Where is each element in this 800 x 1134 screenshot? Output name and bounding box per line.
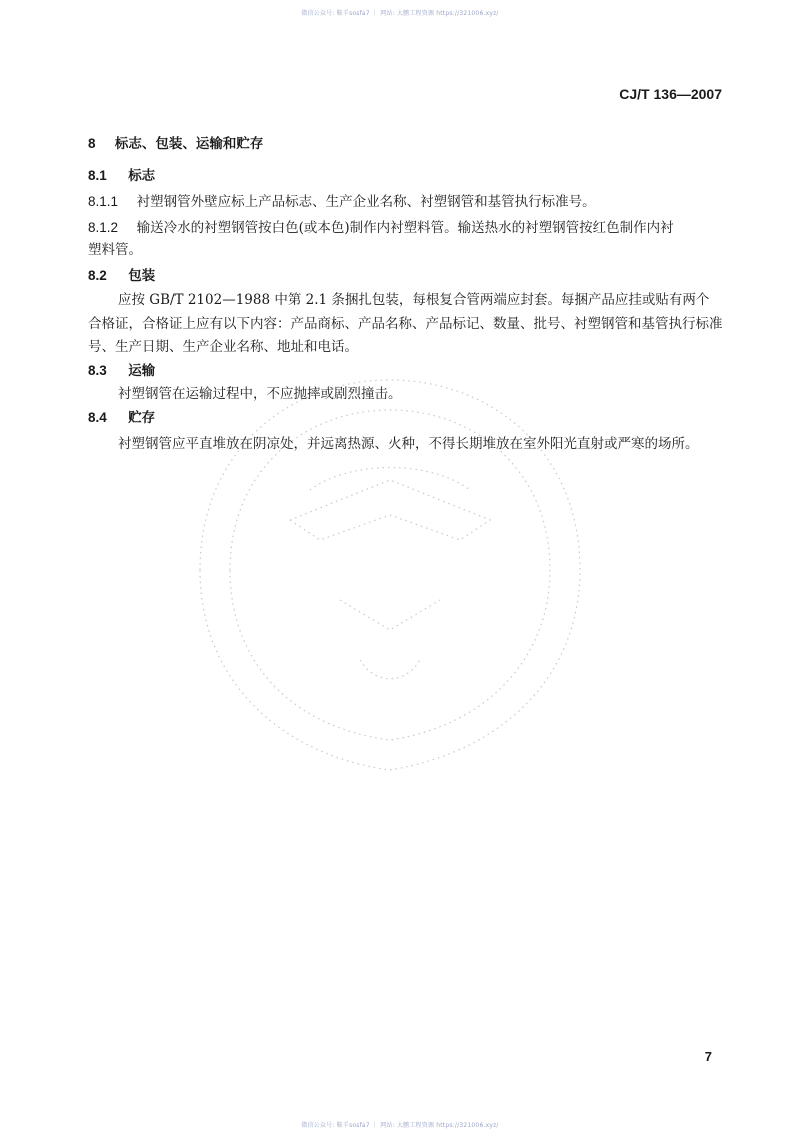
background-seal-watermark	[160, 340, 620, 820]
section-8-4-number: 8.4	[88, 410, 107, 425]
section-8-3-title: 运输	[128, 363, 156, 379]
section-8-2-heading	[88, 266, 155, 286]
clause-8-1-1-text: 衬塑钢管外壁应标上产品标志、生产企业名称、衬塑钢管和基管执行标准号。	[136, 194, 596, 210]
page-number: 7	[704, 1049, 712, 1064]
section-8-2-paragraph-line3: 号、生产日期、生产企业名称、地址和电话。	[88, 339, 358, 355]
bottom-watermark: 微信公众号: 鞍羊sosfa7 ｜ 网站: 大鹏工程资源 https://321006.xyz/	[301, 1122, 499, 1129]
section-8-number: 8	[88, 136, 96, 151]
section-8-heading	[88, 134, 263, 154]
standard-code: CJ/T 136—2007	[619, 86, 722, 102]
section-8-1-heading	[88, 166, 155, 186]
section-8-3-heading	[88, 361, 155, 381]
section-8-2-paragraph-line2: 合格证，合格证上应有以下内容：产品商标、产品名称、产品标记、数量、批号、衬塑钢管和基管执行标准	[88, 316, 723, 332]
section-8-3-paragraph: 衬塑钢管在运输过程中，不应抛摔或剧烈撞击。	[118, 386, 402, 402]
clause-8-1-2-number: 8.1.2	[88, 220, 119, 235]
section-8-4-title: 贮存	[128, 410, 156, 426]
clause-8-1-2	[88, 218, 674, 238]
section-8-2-number: 8.2	[88, 268, 107, 283]
section-8-4-paragraph: 衬塑钢管应平直堆放在阴凉处，并远离热源、火种，不得长期堆放在室外阳光直射或严寒的场所。	[118, 436, 699, 452]
section-8-2-paragraph-line1: 应按 GB/T 2102—1988 中第 2.1 条捆扎包装，每根复合管两端应封套。每捆产品应挂或贴有两个	[118, 292, 710, 308]
clause-8-1-2-text-line2: 塑料管。	[88, 242, 142, 258]
top-watermark: 微信公众号: 鞍羊sosfa7 ｜ 网站: 大鹏工程资源 https://321006.xyz/	[301, 10, 499, 17]
section-8-2-title: 包装	[128, 268, 156, 284]
section-8-4-heading	[88, 408, 155, 428]
clause-8-1-1-number: 8.1.1	[88, 194, 119, 209]
section-8-1-title: 标志	[128, 168, 156, 184]
clause-8-1-2-text-line1: 输送冷水的衬塑钢管按白色(或本色)制作内衬塑料管。输送热水的衬塑钢管按红色制作内衬	[136, 220, 674, 236]
section-8-title: 标志、包装、运输和贮存	[114, 136, 264, 152]
section-8-3-number: 8.3	[88, 363, 107, 378]
section-8-1-number: 8.1	[88, 168, 107, 183]
clause-8-1-1	[88, 192, 596, 212]
